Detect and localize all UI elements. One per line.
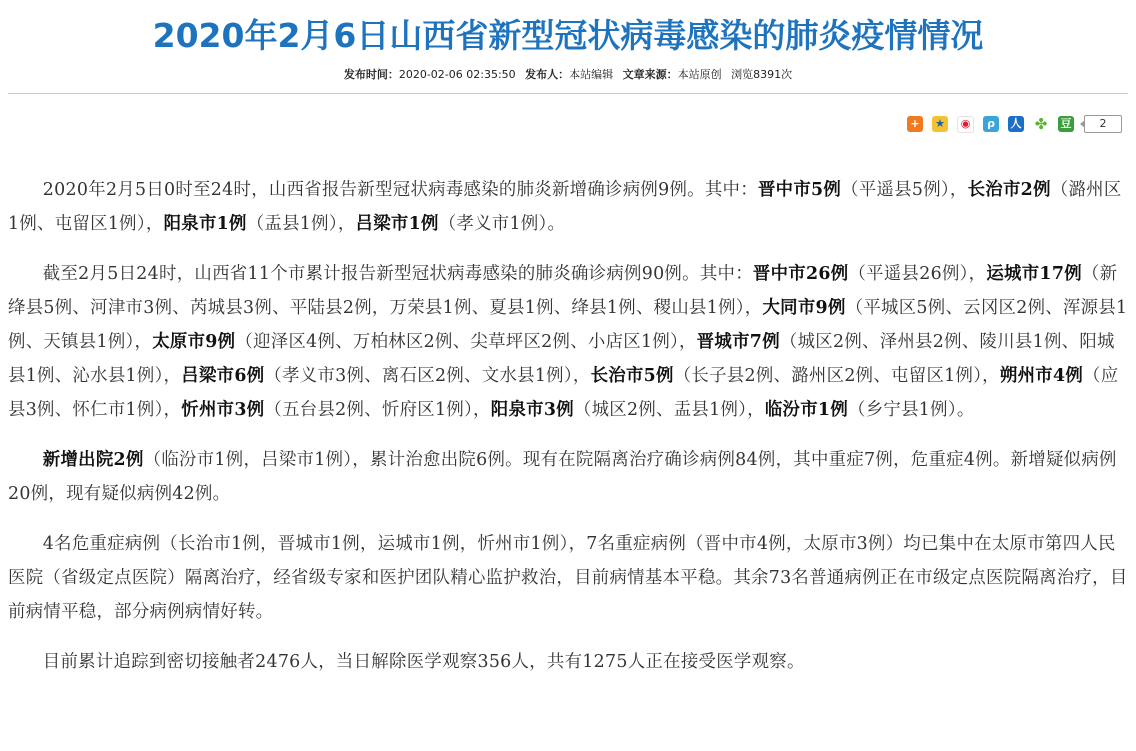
publisher-label: 发布人：本站编辑 [525,68,614,81]
tencent-weibo-icon[interactable]: ρ [983,116,999,132]
paragraph-close-contacts: 目前累计追踪到密切接触者2476人，当日解除医学观察356人，共有1275人正在接受医学观察。 [42,652,805,672]
paragraph-discharged: 新增出院2例（临汾市1例，吕梁市1例），累计治愈出院6例。现有在院隔离治疗确诊病例84例，其中重症7例，危重症4例。新增疑似病例20例，现有疑似病例42例。 [8,450,1117,504]
source-label: 文章来源：本站原创 [622,68,722,81]
views-label: 浏览8391次 [731,68,793,81]
paragraph-severe-cases: 4名危重症病例（长治市1例，晋城市1例，运城市1例，忻州市1例），7名重症病例（晋中市4例，太原市3例）均已集中在太原市第四人民医院（省级定点医院）隔离治疗，经省级专家和医护团队精心监护救治，目前病情基本平稳。其余73名普通病例正在市级定点医院隔离治疗，目前病情平稳，部分病例病情好转。 [8,534,1128,622]
qzone-icon[interactable]: ★ [932,116,948,132]
douban-icon[interactable]: 豆 [1058,116,1074,132]
weibo-icon[interactable]: ◉ [957,116,974,133]
header-divider [8,93,1128,94]
article-body [8,173,1128,695]
article-title: 2020年2月6日山西省新型冠状病毒感染的肺炎疫情情况 [152,16,984,55]
paragraph-cumulative-cases: 截至2月5日24时，山西省11个市累计报告新型冠状病毒感染的肺炎确诊病例90例。其中：晋中市26例（平遥县26例），运城市17例（新绛县5例、河津市3例、芮城县3例、平陆县2例，万荣县1例、夏县1例、绛县1例、稷山县1例），大同市9例（平城区5例、云冈区2例、浑源县1例、天镇县1例），太原市9例（迎泽区4例、万柏林区2例、尖草坪区2例、小店区1例），晋城市7例（城区2例、泽州县2例、陵川县1例、阳城县1例、沁水县1例），吕梁市6例（孝义市3例、离石区2例、文水县1例），长治市5例（长子县2例、潞州区2例、屯留区1例），朔州市4例（应县3例、怀仁市1例），忻州市3例（五台县2例、忻府区1例），阳泉市3例（城区2例、盂县1例），临汾市1例（乡宁县1例）。 [8,264,1128,420]
share-toolbar [898,114,1122,134]
renren-icon[interactable]: 人 [1008,116,1024,132]
paragraph-new-cases: 2020年2月5日0时至24时，山西省报告新型冠状病毒感染的肺炎新增确诊病例9例。其中：晋中市5例（平遥县5例），长治市2例（潞州区1例、屯留区1例），阳泉市1例（盂县1例），吕梁市1例（孝义市1例）。 [8,180,1122,234]
plus-share-icon[interactable]: + [907,116,923,132]
share-count-badge: 2 [1084,115,1122,133]
kaixin-icon[interactable]: ✤ [1034,115,1048,133]
publish-time-label: 发布时间：2020-02-06 02:35:50 [343,68,516,81]
article-meta [0,66,1136,82]
